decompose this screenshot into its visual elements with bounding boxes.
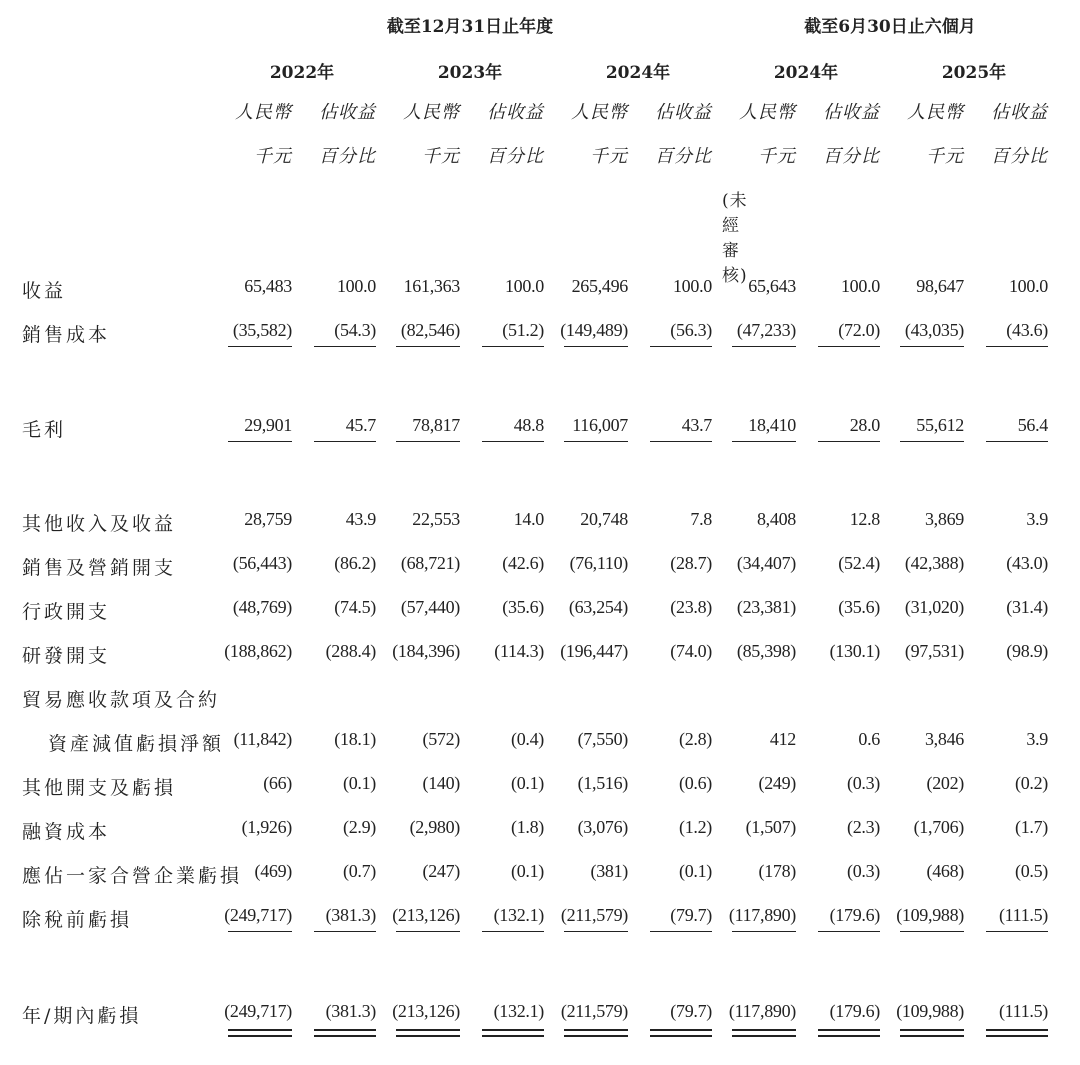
- amount-cell: 28,759: [244, 509, 292, 529]
- subtotal-underline: [228, 931, 292, 932]
- amount-cell: (85,398): [736, 641, 796, 661]
- subtotal-underline: [732, 346, 796, 347]
- amount-cell: (42,388): [904, 553, 964, 573]
- percentage-cell: (74.5): [334, 597, 376, 617]
- amount-cell: (1,507): [745, 817, 796, 837]
- amount-cell: (1,926): [241, 817, 292, 837]
- subtotal-underline: [900, 346, 964, 347]
- percentage-cell: 100.0: [1008, 276, 1048, 296]
- percentage-cell: (0.2): [1015, 773, 1048, 793]
- amount-cell: (202): [926, 773, 964, 793]
- amount-column-heading: 人民幣: [403, 102, 460, 123]
- percentage-column-heading: 佔收益: [823, 102, 880, 123]
- row-label: 銷售成本: [22, 324, 111, 346]
- amount-cell: (196,447): [560, 641, 628, 661]
- amount-cell: (43,035): [904, 320, 964, 340]
- amount-column-heading: 千元: [758, 146, 796, 167]
- double-underline: [396, 1029, 460, 1037]
- amount-cell: (97,531): [904, 641, 964, 661]
- amount-cell: 8,408: [756, 509, 796, 529]
- amount-cell: (1,706): [913, 817, 964, 837]
- percentage-cell: 100.0: [672, 276, 712, 296]
- year-header-1: 2022年: [269, 63, 335, 83]
- amount-cell: 22,553: [412, 509, 460, 529]
- percentage-cell: (42.6): [502, 553, 544, 573]
- percentage-cell: (381.3): [325, 1001, 376, 1021]
- amount-cell: (1,516): [577, 773, 628, 793]
- amount-cell: 265,496: [571, 276, 628, 296]
- percentage-column-heading: 百分比: [487, 146, 544, 167]
- percentage-cell: (111.5): [998, 1001, 1048, 1021]
- percentage-cell: (86.2): [334, 553, 376, 573]
- amount-column-heading: 人民幣: [907, 102, 964, 123]
- percentage-column-heading: 佔收益: [991, 102, 1048, 123]
- amount-cell: (178): [758, 861, 796, 881]
- percentage-column-heading: 佔收益: [319, 102, 376, 123]
- percentage-cell: (0.7): [343, 861, 376, 881]
- amount-cell: (381): [590, 861, 628, 881]
- double-underline: [986, 1029, 1048, 1037]
- amount-cell: (3,076): [577, 817, 628, 837]
- row-label: 研發開支: [22, 645, 111, 667]
- percentage-cell: 43.9: [345, 509, 376, 529]
- amount-cell: (213,126): [392, 1001, 460, 1021]
- amount-cell: (249,717): [224, 1001, 292, 1021]
- double-underline: [314, 1029, 376, 1037]
- subtotal-underline: [564, 346, 628, 347]
- row-label: 除稅前虧損: [22, 909, 133, 931]
- percentage-cell: (2.3): [847, 817, 880, 837]
- percentage-cell: 0.6: [858, 729, 880, 749]
- double-underline: [732, 1029, 796, 1037]
- percentage-cell: (179.6): [829, 1001, 880, 1021]
- percentage-cell: (31.4): [1006, 597, 1048, 617]
- percentage-cell: 100.0: [840, 276, 880, 296]
- amount-cell: 65,483: [244, 276, 292, 296]
- percentage-cell: 56.4: [1017, 415, 1048, 435]
- percentage-cell: 100.0: [504, 276, 544, 296]
- row-label: 融資成本: [22, 821, 111, 843]
- subtotal-underline: [732, 931, 796, 932]
- percentage-column-heading: 百分比: [991, 146, 1048, 167]
- amount-column-heading: 千元: [422, 146, 460, 167]
- percentage-cell: 3.9: [1026, 729, 1048, 749]
- percentage-cell: (381.3): [325, 905, 376, 925]
- percentage-cell: (114.3): [494, 641, 544, 661]
- amount-cell: 55,612: [916, 415, 964, 435]
- percentage-cell: (0.1): [511, 773, 544, 793]
- percentage-cell: (0.4): [511, 729, 544, 749]
- subtotal-underline: [650, 441, 712, 442]
- row-label: 資產減值虧損淨額: [48, 733, 225, 755]
- subtotal-underline: [732, 441, 796, 442]
- amount-cell: (117,890): [728, 1001, 796, 1021]
- percentage-cell: 12.8: [849, 509, 880, 529]
- amount-cell: 3,869: [924, 509, 964, 529]
- subtotal-underline: [482, 441, 544, 442]
- percentage-cell: 43.7: [681, 415, 712, 435]
- amount-column-heading: 人民幣: [739, 102, 796, 123]
- subtotal-underline: [986, 931, 1048, 932]
- amount-cell: (47,233): [736, 320, 796, 340]
- amount-cell: (56,443): [232, 553, 292, 573]
- amount-cell: 18,410: [748, 415, 796, 435]
- subtotal-underline: [314, 346, 376, 347]
- percentage-cell: (23.8): [670, 597, 712, 617]
- amount-cell: (213,126): [392, 905, 460, 925]
- subtotal-underline: [900, 441, 964, 442]
- percentage-cell: (52.4): [838, 553, 880, 573]
- amount-cell: 78,817: [412, 415, 460, 435]
- percentage-cell: (28.7): [670, 553, 712, 573]
- amount-column-heading: 千元: [926, 146, 964, 167]
- percentage-cell: (51.2): [502, 320, 544, 340]
- percentage-cell: (0.3): [847, 773, 880, 793]
- amount-cell: 161,363: [403, 276, 460, 296]
- amount-cell: (31,020): [904, 597, 964, 617]
- subtotal-underline: [482, 931, 544, 932]
- double-underline: [818, 1029, 880, 1037]
- percentage-cell: 7.8: [690, 509, 712, 529]
- row-label: 行政開支: [22, 601, 111, 623]
- subtotal-underline: [650, 346, 712, 347]
- percentage-column-heading: 佔收益: [655, 102, 712, 123]
- subtotal-underline: [818, 441, 880, 442]
- percentage-column-heading: 百分比: [319, 146, 376, 167]
- percentage-cell: (56.3): [670, 320, 712, 340]
- percentage-cell: (1.2): [679, 817, 712, 837]
- amount-column-heading: 人民幣: [571, 102, 628, 123]
- percentage-cell: (0.6): [679, 773, 712, 793]
- amount-cell: 20,748: [580, 509, 628, 529]
- row-label: 其他開支及虧損: [22, 777, 177, 799]
- amount-cell: (57,440): [400, 597, 460, 617]
- amount-cell: (211,579): [560, 1001, 628, 1021]
- amount-cell: (82,546): [400, 320, 460, 340]
- amount-cell: (117,890): [728, 905, 796, 925]
- percentage-column-heading: 佔收益: [487, 102, 544, 123]
- percentage-cell: (2.8): [679, 729, 712, 749]
- year-header-2: 2023年: [437, 63, 503, 83]
- percentage-cell: (130.1): [829, 641, 880, 661]
- percentage-cell: (98.9): [1006, 641, 1048, 661]
- amount-cell: (140): [422, 773, 460, 793]
- amount-cell: (188,862): [224, 641, 292, 661]
- percentage-cell: (111.5): [998, 905, 1048, 925]
- subtotal-underline: [314, 931, 376, 932]
- subtotal-underline: [396, 441, 460, 442]
- subtotal-underline: [396, 931, 460, 932]
- percentage-cell: (43.6): [1006, 320, 1048, 340]
- percentage-cell: (54.3): [334, 320, 376, 340]
- percentage-cell: 45.7: [345, 415, 376, 435]
- double-underline: [900, 1029, 964, 1037]
- unaudited-note: (未經審核): [722, 191, 748, 286]
- percentage-cell: 28.0: [849, 415, 880, 435]
- amount-column-heading: 千元: [254, 146, 292, 167]
- percentage-column-heading: 百分比: [823, 146, 880, 167]
- amount-cell: (109,988): [896, 1001, 964, 1021]
- amount-cell: (247): [422, 861, 460, 881]
- percentage-cell: (72.0): [838, 320, 880, 340]
- amount-cell: (211,579): [560, 905, 628, 925]
- amount-cell: (7,550): [577, 729, 628, 749]
- subtotal-underline: [650, 931, 712, 932]
- double-underline: [564, 1029, 628, 1037]
- percentage-cell: (0.3): [847, 861, 880, 881]
- percentage-cell: (35.6): [838, 597, 880, 617]
- amount-cell: (149,489): [560, 320, 628, 340]
- subtotal-underline: [986, 346, 1048, 347]
- subtotal-underline: [900, 931, 964, 932]
- percentage-cell: (2.9): [343, 817, 376, 837]
- amount-cell: (11,842): [233, 729, 292, 749]
- year-header-3: 2024年: [605, 63, 671, 83]
- percentage-cell: (0.5): [1015, 861, 1048, 881]
- amount-cell: (572): [422, 729, 460, 749]
- double-underline: [482, 1029, 544, 1037]
- amount-cell: (76,110): [569, 553, 628, 573]
- row-label: 銷售及營銷開支: [22, 557, 177, 579]
- amount-cell: (469): [254, 861, 292, 881]
- row-label: 貿易應收款項及合約: [22, 689, 221, 711]
- percentage-cell: (288.4): [325, 641, 376, 661]
- percentage-cell: (179.6): [829, 905, 880, 925]
- percentage-cell: 14.0: [513, 509, 544, 529]
- amount-cell: (109,988): [896, 905, 964, 925]
- amount-cell: (249,717): [224, 905, 292, 925]
- percentage-cell: (0.1): [343, 773, 376, 793]
- subtotal-underline: [986, 441, 1048, 442]
- amount-cell: 65,643: [748, 276, 796, 296]
- subtotal-underline: [818, 346, 880, 347]
- percentage-cell: (1.7): [1015, 817, 1048, 837]
- amount-cell: 412: [769, 729, 796, 749]
- year-header-4: 2024年: [773, 63, 839, 83]
- percentage-cell: (0.1): [511, 861, 544, 881]
- amount-cell: 116,007: [572, 415, 628, 435]
- percentage-cell: (132.1): [493, 1001, 544, 1021]
- row-label: 應佔一家合營企業虧損: [22, 865, 243, 887]
- subtotal-underline: [228, 346, 292, 347]
- amount-column-heading: 人民幣: [235, 102, 292, 123]
- amount-cell: (63,254): [568, 597, 628, 617]
- percentage-cell: 100.0: [336, 276, 376, 296]
- amount-cell: (184,396): [392, 641, 460, 661]
- amount-cell: (35,582): [232, 320, 292, 340]
- amount-cell: (68,721): [400, 553, 460, 573]
- double-underline: [228, 1029, 292, 1037]
- amount-cell: (34,407): [736, 553, 796, 573]
- period-header-annual: 截至12月31日止年度: [386, 17, 554, 37]
- percentage-cell: (132.1): [493, 905, 544, 925]
- percentage-cell: 3.9: [1026, 509, 1048, 529]
- percentage-cell: 48.8: [513, 415, 544, 435]
- amount-cell: (468): [926, 861, 964, 881]
- percentage-cell: (0.1): [679, 861, 712, 881]
- amount-cell: 98,647: [916, 276, 964, 296]
- subtotal-underline: [564, 441, 628, 442]
- period-header-interim: 截至6月30日止六個月: [804, 17, 976, 37]
- amount-column-heading: 千元: [590, 146, 628, 167]
- amount-cell: (23,381): [736, 597, 796, 617]
- amount-cell: 29,901: [244, 415, 292, 435]
- year-header-5: 2025年: [941, 63, 1007, 83]
- subtotal-underline: [314, 441, 376, 442]
- subtotal-underline: [228, 441, 292, 442]
- percentage-cell: (79.7): [670, 905, 712, 925]
- row-label: 毛利: [22, 419, 67, 441]
- amount-cell: 3,846: [924, 729, 964, 749]
- percentage-cell: (1.8): [511, 817, 544, 837]
- amount-cell: (2,980): [409, 817, 460, 837]
- percentage-cell: (79.7): [670, 1001, 712, 1021]
- subtotal-underline: [396, 346, 460, 347]
- row-label: 收益: [22, 280, 67, 302]
- percentage-cell: (18.1): [334, 729, 376, 749]
- amount-cell: (66): [263, 773, 292, 793]
- amount-cell: (249): [758, 773, 796, 793]
- double-underline: [650, 1029, 712, 1037]
- percentage-cell: (74.0): [670, 641, 712, 661]
- percentage-column-heading: 百分比: [655, 146, 712, 167]
- subtotal-underline: [818, 931, 880, 932]
- subtotal-underline: [482, 346, 544, 347]
- subtotal-underline: [564, 931, 628, 932]
- row-label: 其他收入及收益: [22, 513, 177, 535]
- percentage-cell: (35.6): [502, 597, 544, 617]
- amount-cell: (48,769): [232, 597, 292, 617]
- row-label: 年/期內虧損: [22, 1005, 142, 1027]
- percentage-cell: (43.0): [1006, 553, 1048, 573]
